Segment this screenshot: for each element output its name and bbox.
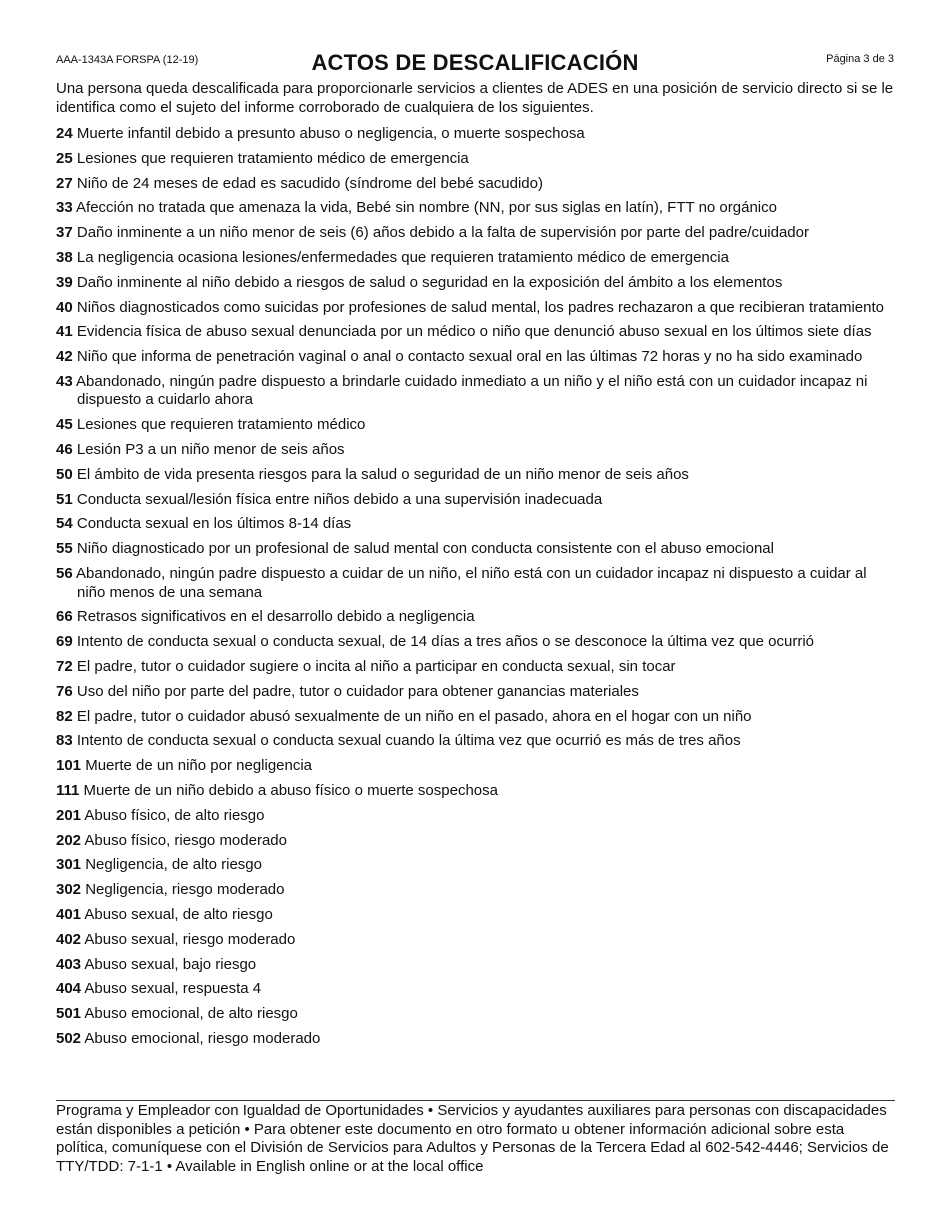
act-item	[56, 1005, 896, 1024]
act-description: Uso del niño por parte del padre, tutor o cuidador para obtener ganancias materiales	[76, 682, 639, 700]
act-code: 403	[56, 955, 82, 973]
act-item	[56, 931, 896, 950]
act-code: 83	[56, 732, 73, 750]
act-code: 50	[56, 465, 73, 483]
act-code: 501	[56, 1005, 82, 1023]
act-description: Abuso sexual, bajo riesgo	[84, 955, 257, 973]
act-code: 27	[56, 174, 73, 192]
act-item	[56, 274, 896, 293]
act-code: 38	[56, 248, 73, 266]
act-item	[56, 466, 896, 485]
act-code: 111	[56, 781, 80, 799]
act-item	[56, 491, 896, 510]
act-item	[56, 807, 896, 826]
act-description: Lesiones que requieren tratamiento médico de emergencia	[76, 149, 469, 167]
act-item	[56, 732, 896, 751]
act-description: Abuso sexual, riesgo moderado	[84, 930, 296, 948]
act-code: 55	[56, 540, 73, 558]
act-description: Muerte infantil debido a presunto abuso o negligencia, o muerte sospechosa	[76, 125, 585, 142]
act-description: Intento de conducta sexual o conducta sexual cuando la última vez que ocurrió es más de tres años	[76, 732, 741, 750]
act-code: 82	[56, 707, 73, 725]
act-code: 42	[56, 348, 73, 366]
act-code: 51	[56, 490, 73, 508]
act-code: 40	[56, 298, 73, 316]
act-description: La negligencia ocasiona lesiones/enfermedades que requieren tratamiento médico de emergencia	[76, 248, 729, 266]
act-item	[56, 224, 896, 243]
act-item	[56, 540, 896, 559]
act-description: Niño que informa de penetración vaginal o anal o contacto sexual oral en las últimas 72 horas y no ha sido examinado	[76, 348, 863, 366]
act-code: 37	[56, 224, 73, 242]
act-description: Conducta sexual/lesión física entre niños debido a una supervisión inadecuada	[76, 490, 603, 508]
act-code: 302	[56, 881, 82, 899]
act-item	[56, 565, 896, 602]
act-item	[56, 708, 896, 727]
act-description: Muerte de un niño debido a abuso físico o muerte sospechosa	[83, 781, 498, 799]
act-description: Retrasos significativos en el desarrollo debido a negligencia	[76, 608, 475, 626]
act-description: Lesión P3 a un niño menor de seis años	[76, 441, 345, 459]
act-code: 39	[56, 273, 73, 291]
act-item	[56, 906, 896, 925]
act-item	[56, 249, 896, 268]
act-description: Evidencia física de abuso sexual denunciada por un médico o niño que denunció abuso sexual en los últimos siete días	[76, 323, 872, 341]
act-code: 24	[56, 125, 73, 142]
act-item	[56, 832, 896, 851]
act-code: 43	[56, 372, 73, 390]
act-description: Daño inminente al niño debido a riesgos de salud o seguridad en la exposición del ámbito a los elementos	[76, 273, 783, 291]
act-description: El padre, tutor o cuidador abusó sexualmente de un niño en el pasado, ahora en el hogar con un niño	[76, 707, 752, 725]
act-item	[56, 199, 896, 218]
act-description: Conducta sexual en los últimos 8-14 días	[76, 515, 352, 533]
act-description: Intento de conducta sexual o conducta sexual, de 14 días a tres años o se desconoce la última vez que ocurrió	[76, 633, 814, 651]
act-description: Niño de 24 meses de edad es sacudido (síndrome del bebé sacudido)	[76, 174, 543, 192]
act-description: Abuso físico, riesgo moderado	[84, 831, 287, 849]
act-item	[56, 515, 896, 534]
act-code: 45	[56, 416, 73, 434]
act-description: Abandonado, ningún padre dispuesto a brindarle cuidado inmediato a un niño y el niño está con un cuidador incapaz ni dispuesto a cuidarlo ahora	[76, 372, 868, 409]
act-item	[56, 608, 896, 627]
act-item	[56, 757, 896, 776]
act-item	[56, 881, 896, 900]
act-description: Negligencia, de alto riesgo	[85, 856, 262, 874]
act-item	[56, 150, 896, 169]
act-item	[56, 299, 896, 318]
act-item	[56, 1030, 896, 1049]
act-item	[56, 856, 896, 875]
act-item	[56, 323, 896, 342]
act-item	[56, 348, 896, 367]
act-description: Muerte de un niño por negligencia	[85, 757, 313, 775]
act-code: 502	[56, 1029, 82, 1047]
form-id: AAA-1343A FORSPA (12-19)	[56, 54, 199, 66]
act-description: El ámbito de vida presenta riesgos para la salud o seguridad de un niño menor de seis años	[76, 465, 689, 483]
act-description: Lesiones que requieren tratamiento médico	[76, 416, 366, 434]
act-description: Afección no tratada que amenaza la vida, Bebé sin nombre (NN, por sus siglas en latín), FTT no orgánico	[76, 199, 777, 217]
act-item	[56, 175, 896, 194]
act-code: 101	[56, 757, 82, 775]
act-item	[56, 416, 896, 435]
act-code: 402	[56, 930, 82, 948]
footer-notice: Programa y Empleador con Igualdad de Oportunidades • Servicios y ayudantes auxiliares para personas con discapacidades están disponibles a petición • Para obtener este documento en otro formato u obtener información adicional sobre esta política, comuníquese con el División de Servicios para Adultos y Personas de la Tercera Edad al 602-542-4446; Servicios de TTY/TDD: 7-1-1 • Available in English online or at the local office	[56, 1102, 889, 1175]
act-code: 41	[56, 323, 73, 341]
act-code: 72	[56, 657, 73, 675]
act-code: 66	[56, 608, 73, 626]
act-description: Abuso emocional, de alto riesgo	[84, 1005, 298, 1023]
act-description: Abuso emocional, riesgo moderado	[84, 1029, 321, 1047]
act-code: 301	[56, 856, 82, 874]
act-code: 46	[56, 441, 73, 459]
act-code: 33	[56, 199, 73, 217]
act-item	[56, 980, 896, 999]
act-code: 404	[56, 980, 82, 998]
act-code: 69	[56, 633, 73, 651]
act-item	[56, 125, 896, 144]
act-description: El padre, tutor o cuidador sugiere o incita al niño a participar en conducta sexual, sin tocar	[76, 657, 676, 675]
intro-paragraph: Una persona queda descalificada para proporcionarle servicios a clientes de ADES en una posición de servicio directo si se le identifica como el sujeto del informe corroborado de cualquiera de los siguientes.	[56, 80, 894, 116]
act-code: 201	[56, 806, 82, 824]
act-description: Daño inminente a un niño menor de seis (6) años debido a la falta de supervisión por parte del padre/cuidador	[76, 224, 809, 242]
act-item	[56, 956, 896, 975]
act-code: 56	[56, 565, 73, 583]
footer-divider	[56, 1100, 895, 1101]
act-code: 401	[56, 905, 82, 923]
act-description: Negligencia, riesgo moderado	[85, 881, 285, 899]
act-description: Abandonado, ningún padre dispuesto a cuidar de un niño, el niño está con un cuidador incapaz ni dispuesto a cuidar al niño menos de una semana	[76, 565, 867, 601]
act-description: Niño diagnosticado por un profesional de salud mental con conducta consistente con el abuso emocional	[76, 540, 774, 558]
act-description: Abuso físico, de alto riesgo	[84, 806, 265, 824]
page-number: Página 3 de 3	[826, 53, 894, 65]
act-item	[56, 658, 896, 677]
page-title: ACTOS DE DESCALIFICACIÓN	[311, 50, 639, 75]
act-description: Abuso sexual, de alto riesgo	[84, 905, 273, 923]
act-code: 25	[56, 149, 73, 167]
act-item	[56, 373, 896, 410]
act-item	[56, 441, 896, 460]
act-code: 54	[56, 515, 73, 533]
act-item	[56, 633, 896, 652]
act-item	[56, 782, 896, 801]
disqualifying-acts-list	[56, 125, 896, 1055]
page-header	[56, 50, 894, 80]
act-code: 76	[56, 682, 73, 700]
act-item	[56, 683, 896, 702]
act-code: 202	[56, 831, 82, 849]
act-description: Abuso sexual, respuesta 4	[84, 980, 262, 998]
act-description: Niños diagnosticados como suicidas por profesiones de salud mental, los padres rechazaron a que recibieran tratamiento	[76, 298, 884, 316]
